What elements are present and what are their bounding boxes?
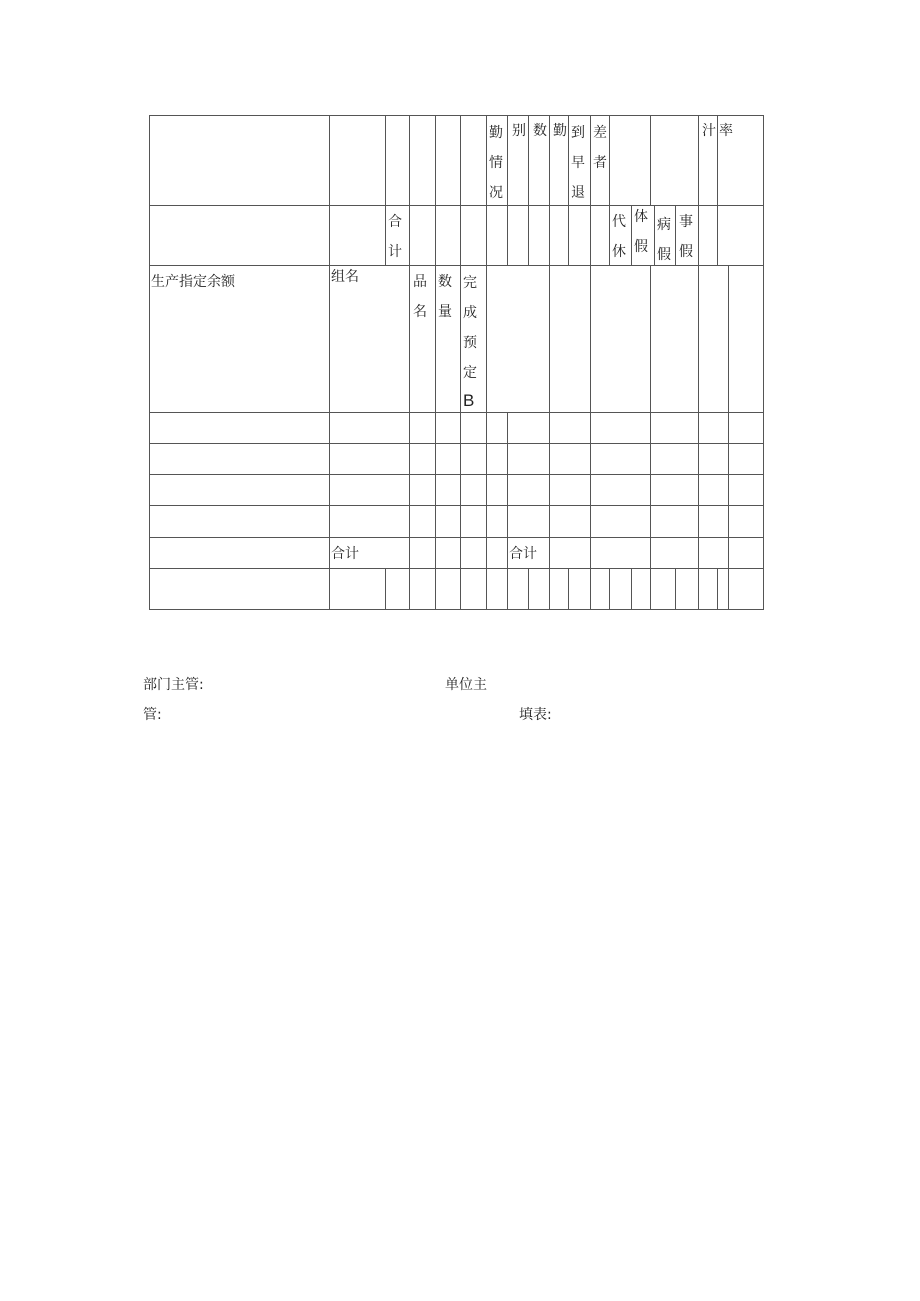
unit-head-label-part1: 单位主	[445, 677, 487, 693]
product-char: 品	[413, 274, 427, 290]
quantity-char: 量	[438, 304, 452, 320]
product-name-label	[413, 267, 427, 327]
completion-plan-label	[463, 268, 477, 414]
comp-leave-char: 代	[612, 214, 626, 230]
header-ji: 汁	[702, 123, 716, 139]
header-bie: 别	[512, 123, 526, 139]
comp-leave-char: 休	[612, 244, 626, 260]
header-qin: 勤	[553, 123, 567, 139]
table-border	[150, 116, 764, 610]
total-char: 计	[388, 244, 402, 260]
completion-suffix: B	[463, 391, 475, 410]
diff-char: 差	[593, 125, 607, 141]
late-early-char: 到	[571, 125, 585, 141]
total-char: 合	[388, 214, 402, 230]
header-shu: 数	[533, 123, 547, 139]
completion-char: 定	[463, 365, 477, 381]
rest-leave-char: 体	[634, 209, 648, 225]
completion-char: 完	[463, 275, 477, 291]
personal-leave-header	[679, 207, 693, 267]
totals-left-label: 合计	[331, 546, 359, 562]
rest-leave-header	[634, 202, 648, 262]
attendance-char: 勤	[489, 125, 503, 141]
quantity-char: 数	[438, 274, 452, 290]
filled-by-label: 填表:	[519, 707, 552, 723]
total-header	[388, 207, 402, 267]
diff-header	[593, 118, 607, 178]
personal-leave-char: 事	[679, 214, 693, 230]
production-remaining-label: 生产指定余额	[151, 274, 235, 290]
completion-char: 预	[463, 335, 477, 351]
late-early-header	[571, 118, 585, 208]
unit-head-label-part2: 管:	[143, 707, 162, 723]
quantity-label	[438, 267, 452, 327]
header-lv: 率	[719, 123, 733, 139]
group-name-label: 组名	[331, 269, 359, 285]
dept-head-label: 部门主管:	[143, 677, 204, 693]
sick-leave-char: 病	[657, 217, 671, 233]
completion-char: 成	[463, 305, 477, 321]
personal-leave-char: 假	[679, 244, 693, 260]
diff-char: 者	[593, 155, 607, 171]
attendance-char: 况	[489, 185, 503, 201]
sick-leave-header	[657, 210, 671, 270]
attendance-char: 情	[489, 155, 503, 171]
totals-right-label: 合计	[509, 546, 537, 562]
late-early-char: 早	[571, 155, 585, 171]
sick-leave-char: 假	[657, 247, 671, 263]
attendance-status-header	[489, 118, 503, 208]
product-char: 名	[413, 304, 427, 320]
comp-leave-header	[612, 207, 626, 267]
rest-leave-char: 假	[634, 239, 648, 255]
late-early-char: 退	[571, 185, 585, 201]
